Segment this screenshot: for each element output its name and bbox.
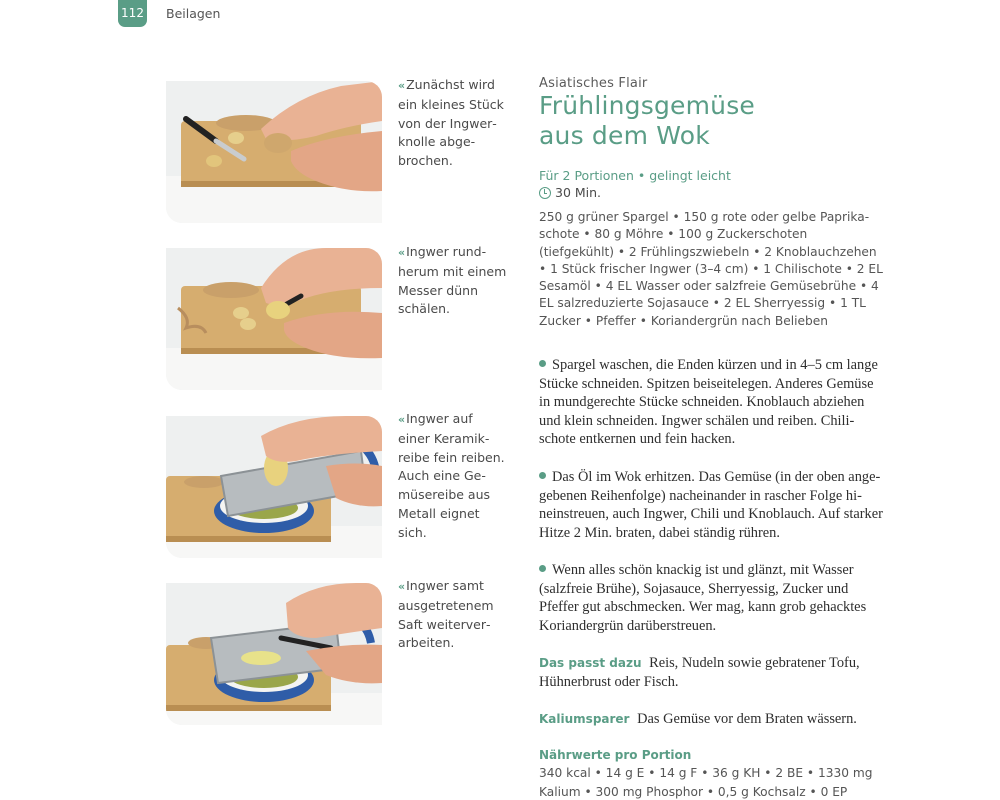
bullet-dot-icon bbox=[539, 360, 546, 367]
double-chevron-icon: « bbox=[398, 246, 405, 259]
step-photo-break-ginger bbox=[166, 81, 382, 223]
nutrition-block bbox=[539, 747, 884, 800]
step-caption-3: « Ingwer auf einer Keramikreibe fein reiben. Auch eine Gemüsereibe aus Metall eignet sich. bbox=[398, 411, 505, 540]
running-head: Beilagen bbox=[166, 6, 221, 21]
pairing-label: Das passt dazu bbox=[539, 656, 642, 670]
pairing-text: Reis, Nudeln sowie gebratener Tofu, Hühnerbrust oder Fisch. bbox=[539, 655, 860, 690]
recipe-title-line-1: Frühlingsgemüse bbox=[539, 91, 756, 120]
step-caption-1: « Zunächst wird ein kleines Stück von der Ingwerknolle abgebrochen. bbox=[398, 77, 504, 169]
potassium-tip bbox=[539, 710, 884, 729]
ingredient-list: 250 g grüner Spargel • 150 g rote oder gelbe Paprikaschote • 80 g Möhre • 100 g Zuckerschoten (tiefgekühlt) • 2 Frühlingszwiebeln • 2 Knoblauchzehen • 1 Stück frischer Ingwer (3–4 cm) • 1 Chilischote • 2 EL Sesamöl • 4 EL Wasser oder salzfreie Gemüsebrühe • 4 EL salzreduzierte Sojasauce • 2 EL Sherryessig • 1 TL Zucker • Pfeffer • Koriandergrün nach Belieben bbox=[539, 210, 883, 328]
method-step-2: Das Öl im Wok erhitzen. Das Gemüse (in der oben angegebenen Reihenfolge) nacheinander in rascher Folge hineinstreuen, auch Ingwer, Chili und Knoblauch. Auf starker Hitze 2 Min. braten, dabei ständig rühren. bbox=[539, 469, 883, 541]
recipe-time-value: 30 Min. bbox=[555, 185, 602, 200]
recipe-kicker: Asiatisches Flair bbox=[539, 76, 648, 91]
recipe-time bbox=[539, 184, 884, 201]
tip-text: Das Gemüse vor dem Braten wässern. bbox=[637, 711, 857, 727]
step-caption-2: « Ingwer rundherum mit einem Messer dünn schälen. bbox=[398, 244, 507, 317]
bullet-dot-icon bbox=[539, 565, 546, 572]
nutrition-label: Nährwerte pro Portion bbox=[539, 748, 692, 762]
double-chevron-icon: « bbox=[398, 79, 405, 92]
recipe-title bbox=[539, 91, 884, 151]
clock-icon bbox=[539, 187, 551, 199]
step-photo-use-ginger-juice bbox=[166, 583, 382, 725]
nutrition-values: 340 kcal • 14 g E • 14 g F • 36 g KH • 2 BE • 1330 mg Kalium • 300 mg Phosphor • 0,5 g Kochsalz • 0 EP bbox=[539, 766, 873, 799]
page-number: 112 bbox=[121, 6, 144, 20]
double-chevron-icon: « bbox=[398, 580, 405, 593]
page-number-tab bbox=[118, 0, 147, 27]
pairing-note bbox=[539, 654, 884, 691]
tip-label: Kaliumsparer bbox=[539, 712, 630, 726]
recipe-title-line-2: aus dem Wok bbox=[539, 121, 710, 150]
bullet-dot-icon bbox=[539, 472, 546, 479]
double-chevron-icon: « bbox=[398, 413, 405, 426]
step-photo-grate-ginger bbox=[166, 416, 382, 558]
method-step-3: Wenn alles schön knackig ist und glänzt, mit Wasser (salzfreie Brühe), Sojasauce, Sherryessig, Zucker und Pfeffer gut abschmecken. Wer mag, kann grob gehacktes Koriandergrün darüberstreuen. bbox=[539, 562, 867, 634]
recipe-portions: Für 2 Portionen • gelingt leicht bbox=[539, 168, 731, 183]
method-step-1: Spargel waschen, die Enden kürzen und in 4–5 cm lange Stücke schneiden. Spitzen beiseitelegen. Anderes Gemüse in mundgerechte Stücke schneiden. Knoblauch abziehen und klein schneiden. Ingwer schälen und reiben. Chilischote entkernen und fein hacken. bbox=[539, 357, 878, 448]
step-photo-peel-ginger bbox=[166, 248, 382, 390]
step-caption-4: « Ingwer samt ausgetretenem Saft weiterverarbeiten. bbox=[398, 578, 494, 651]
recipe-column bbox=[539, 76, 884, 330]
